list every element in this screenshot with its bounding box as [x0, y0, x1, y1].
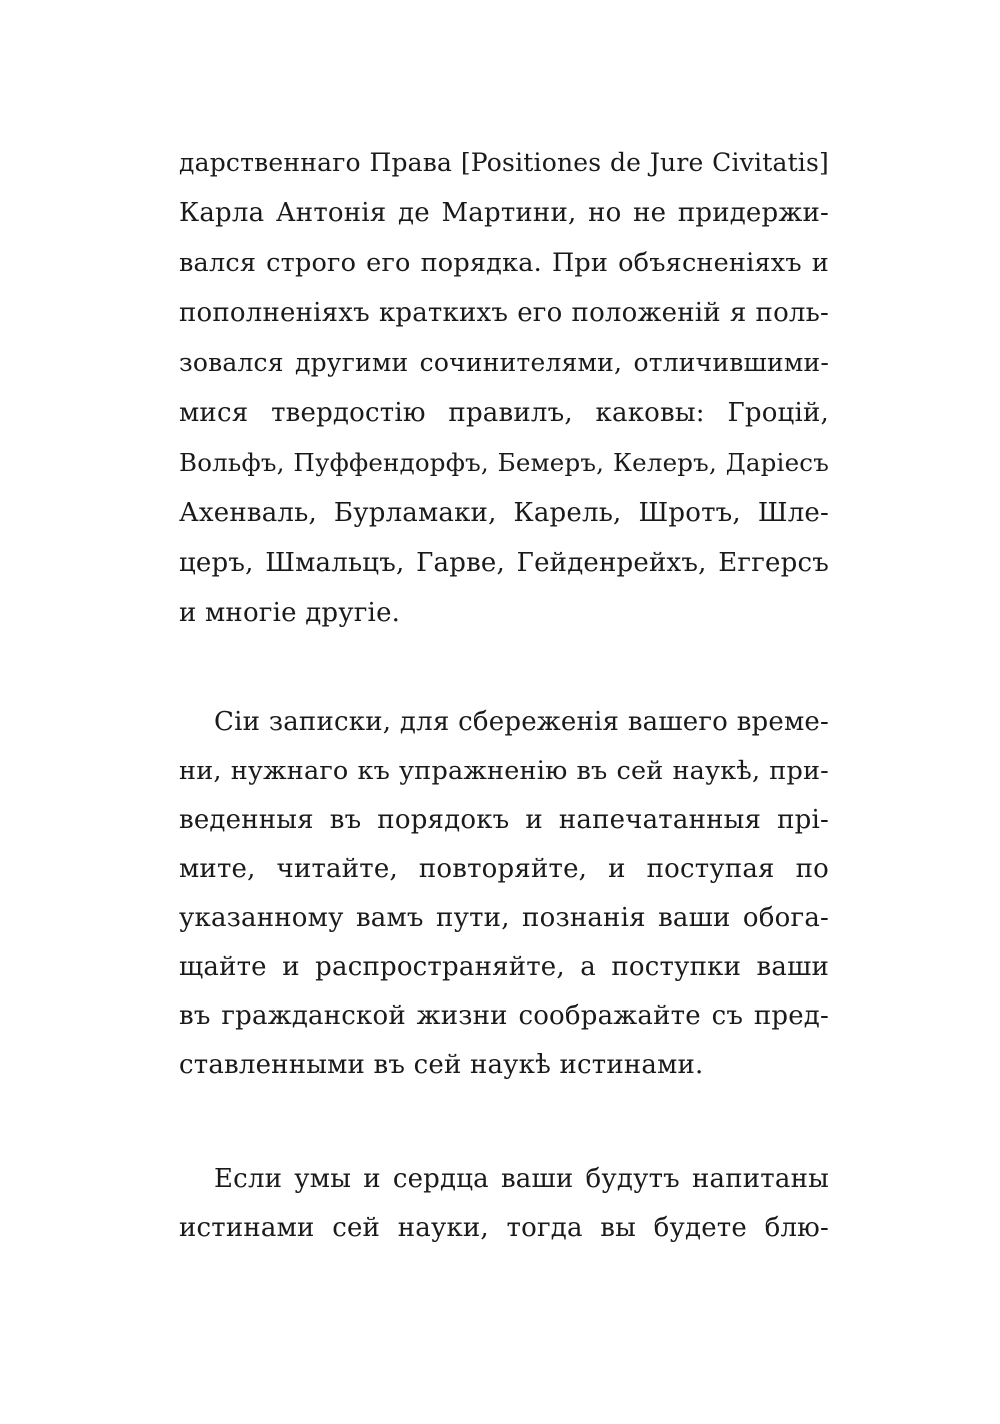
text-line: въ гражданской жизни соображайте съ пред-: [179, 1001, 829, 1031]
text-line: церъ, Шмальцъ, Гарве, Гейденрейхъ, Еггерсъ: [179, 548, 829, 578]
text-line: пополненіяхъ краткихъ его положеній я поль-: [179, 298, 829, 328]
text-line: Вольфъ, Пуффендорфъ, Бемеръ, Келеръ, Даріесъ: [179, 448, 829, 477]
text-line: ни, нужнаго къ упражненію въ сей наукѣ, при-: [179, 756, 829, 786]
text-line: указанному вамъ пути, познанія ваши обога-: [179, 903, 829, 933]
text-line: Ахенваль, Бурламаки, Карель, Шротъ, Шле-: [179, 498, 829, 528]
text-line: щайте и распространяйте, а поступки ваши: [179, 952, 829, 982]
text-line: мите, читайте, повторяйте, и поступая по: [179, 854, 829, 884]
text-line: дарственнаго Права [Positiones de Jure Civitatis]: [179, 148, 829, 177]
text-line: и многіе другіе.: [179, 598, 401, 628]
text-line: веденныя въ порядокъ и напечатанныя прі-: [179, 805, 829, 835]
text-line: зовался другими сочинителями, отличившими-: [179, 348, 829, 377]
text-line: ставленными въ сей наукѣ истинами.: [179, 1050, 704, 1080]
text-line: Если умы и сердца ваши будутъ напитаны: [214, 1164, 829, 1194]
text-line: вался строго его порядка. При объясненіяхъ и: [179, 248, 829, 278]
text-line: истинами сей науки, тогда вы будете блю-: [179, 1213, 829, 1243]
text-line: мися твердостію правилъ, каковы: Гроцій,: [179, 398, 829, 428]
text-line: Карла Антонія де Мартини, но не придержи-: [179, 198, 829, 228]
text-line: Сіи записки, для сбереженія вашего време-: [214, 707, 829, 737]
